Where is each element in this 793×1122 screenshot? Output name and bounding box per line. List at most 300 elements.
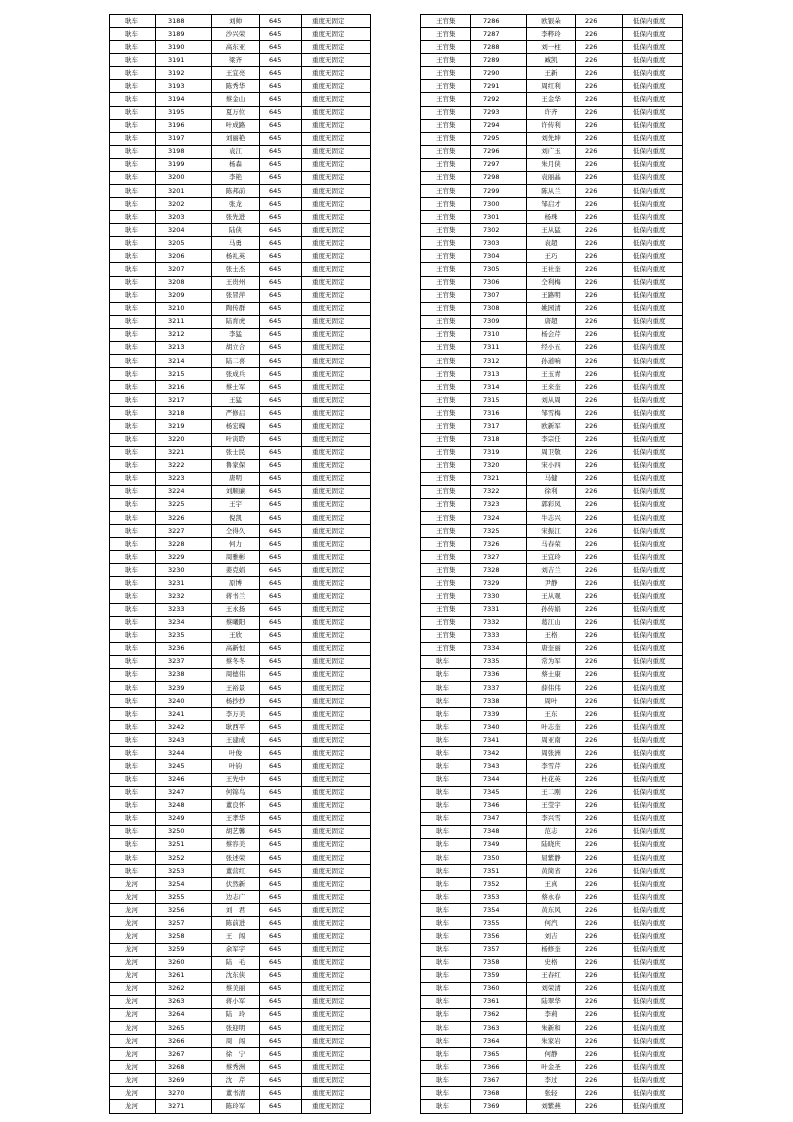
- number-cell: 3199: [156, 158, 212, 171]
- number-cell: 7314: [471, 381, 527, 394]
- category-cell: 低保内重度: [623, 28, 683, 41]
- amount-cell: 645: [260, 747, 302, 760]
- area-cell: 王官集: [421, 525, 471, 538]
- number-cell: 7341: [471, 734, 527, 747]
- number-cell: 3258: [156, 930, 212, 943]
- category-cell: 重度无固定: [302, 132, 371, 145]
- category-cell: 低保内重度: [623, 67, 683, 80]
- table-row: [110, 485, 371, 498]
- name-cell: 陆 毛: [212, 956, 260, 969]
- name-cell: 蔡冬冬: [212, 655, 260, 668]
- amount-cell: 645: [260, 708, 302, 721]
- number-cell: 7296: [471, 145, 527, 158]
- amount-cell: 645: [260, 577, 302, 590]
- amount-cell: 226: [576, 904, 623, 917]
- amount-cell: 226: [576, 1061, 623, 1074]
- number-cell: 3211: [156, 315, 212, 328]
- table-row: [110, 54, 371, 67]
- name-cell: 王新: [527, 67, 576, 80]
- table-row: [421, 603, 683, 616]
- category-cell: 重度无固定: [302, 485, 371, 498]
- area-cell: 耿车: [110, 198, 156, 211]
- number-cell: 3217: [156, 394, 212, 407]
- area-cell: 耿车: [110, 355, 156, 368]
- amount-cell: 645: [260, 681, 302, 694]
- category-cell: 重度无固定: [302, 1100, 371, 1113]
- name-cell: 王孝华: [212, 812, 260, 825]
- category-cell: 低保内重度: [623, 668, 683, 681]
- category-cell: 低保内重度: [623, 368, 683, 381]
- category-cell: 重度无固定: [302, 41, 371, 54]
- name-cell: 陆晓庆: [527, 838, 576, 851]
- name-cell: 孙道响: [527, 355, 576, 368]
- name-cell: 张冒萍: [212, 289, 260, 302]
- name-cell: 沈 芹: [212, 1074, 260, 1087]
- name-cell: 王 闯: [212, 930, 260, 943]
- name-cell: 常为军: [527, 655, 576, 668]
- name-cell: 刘吉: [527, 930, 576, 943]
- table-row: [110, 773, 371, 786]
- table-row: [110, 852, 371, 865]
- number-cell: 7293: [471, 106, 527, 119]
- amount-cell: 645: [260, 799, 302, 812]
- number-cell: 3234: [156, 616, 212, 629]
- table-row: [110, 263, 371, 276]
- name-cell: 唐明: [212, 472, 260, 485]
- table-row: [421, 407, 683, 420]
- amount-cell: 645: [260, 54, 302, 67]
- table-row: [421, 852, 683, 865]
- number-cell: 7306: [471, 276, 527, 289]
- name-cell: 李莉: [527, 1008, 576, 1021]
- amount-cell: 645: [260, 407, 302, 420]
- name-cell: 王玉青: [527, 368, 576, 381]
- name-cell: 刘顺廉: [212, 485, 260, 498]
- name-cell: 边志广: [212, 891, 260, 904]
- category-cell: 重度无固定: [302, 878, 371, 891]
- table-row: [421, 708, 683, 721]
- table-row: [110, 80, 371, 93]
- number-cell: 7334: [471, 642, 527, 655]
- category-cell: 低保内重度: [623, 185, 683, 198]
- table-row: [421, 263, 683, 276]
- area-cell: 耿车: [421, 1074, 471, 1087]
- number-cell: 3191: [156, 54, 212, 67]
- name-cell: 王巧: [527, 250, 576, 263]
- number-cell: 3246: [156, 773, 212, 786]
- amount-cell: 645: [260, 982, 302, 995]
- area-cell: 王官集: [421, 276, 471, 289]
- name-cell: 李过: [527, 1074, 576, 1087]
- number-cell: 3188: [156, 15, 212, 28]
- name-cell: 朱家岩: [527, 1035, 576, 1048]
- category-cell: 重度无固定: [302, 995, 371, 1008]
- area-cell: 王官集: [421, 368, 471, 381]
- table-row: [421, 145, 683, 158]
- category-cell: 低保内重度: [623, 825, 683, 838]
- category-cell: 低保内重度: [623, 276, 683, 289]
- name-cell: 蔡曦阳: [212, 616, 260, 629]
- area-cell: 耿车: [110, 28, 156, 41]
- table-row: [421, 891, 683, 904]
- number-cell: 3198: [156, 145, 212, 158]
- area-cell: 耿车: [110, 171, 156, 184]
- name-cell: 王金华: [527, 93, 576, 106]
- table-row: [110, 603, 371, 616]
- category-cell: 低保内重度: [623, 15, 683, 28]
- amount-cell: 645: [260, 498, 302, 511]
- category-cell: 低保内重度: [623, 54, 683, 67]
- table-row: [421, 904, 683, 917]
- amount-cell: 226: [576, 28, 623, 41]
- amount-cell: 645: [260, 852, 302, 865]
- number-cell: 7331: [471, 603, 527, 616]
- area-cell: 耿车: [421, 865, 471, 878]
- table-row: [110, 525, 371, 538]
- amount-cell: 226: [576, 538, 623, 551]
- name-cell: 刘一柱: [527, 41, 576, 54]
- category-cell: 重度无固定: [302, 852, 371, 865]
- number-cell: 7340: [471, 721, 527, 734]
- category-cell: 重度无固定: [302, 119, 371, 132]
- category-cell: 低保内重度: [623, 969, 683, 982]
- number-cell: 7291: [471, 80, 527, 93]
- number-cell: 3233: [156, 603, 212, 616]
- area-cell: 耿车: [110, 747, 156, 760]
- category-cell: 低保内重度: [623, 995, 683, 1008]
- name-cell: 李雪芹: [527, 760, 576, 773]
- area-cell: 王官集: [421, 629, 471, 642]
- area-cell: 耿车: [110, 341, 156, 354]
- category-cell: 重度无固定: [302, 54, 371, 67]
- table-row: [421, 538, 683, 551]
- table-row: [110, 917, 371, 930]
- category-cell: 低保内重度: [623, 211, 683, 224]
- amount-cell: 645: [260, 28, 302, 41]
- number-cell: 7295: [471, 132, 527, 145]
- name-cell: 陈从兰: [527, 185, 576, 198]
- area-cell: 王官集: [421, 198, 471, 211]
- table-row: [421, 15, 683, 28]
- amount-cell: 226: [576, 407, 623, 420]
- category-cell: 重度无固定: [302, 1048, 371, 1061]
- name-cell: 刘广玉: [527, 145, 576, 158]
- amount-cell: 226: [576, 695, 623, 708]
- table-row: [110, 237, 371, 250]
- name-cell: 胡立合: [212, 341, 260, 354]
- number-cell: 7350: [471, 852, 527, 865]
- table-row: [421, 655, 683, 668]
- name-cell: 孙传娟: [527, 603, 576, 616]
- area-cell: 王官集: [421, 158, 471, 171]
- name-cell: 王宇: [212, 498, 260, 511]
- area-cell: 耿车: [110, 394, 156, 407]
- category-cell: 重度无固定: [302, 865, 371, 878]
- name-cell: 陆翠华: [527, 995, 576, 1008]
- number-cell: 3262: [156, 982, 212, 995]
- category-cell: 重度无固定: [302, 708, 371, 721]
- table-row: [421, 865, 683, 878]
- area-cell: 耿车: [110, 551, 156, 564]
- number-cell: 3269: [156, 1074, 212, 1087]
- table-row: [110, 1061, 371, 1074]
- name-cell: 黄简省: [527, 865, 576, 878]
- table-row: [421, 28, 683, 41]
- number-cell: 7352: [471, 878, 527, 891]
- area-cell: 耿车: [421, 747, 471, 760]
- category-cell: 低保内重度: [623, 472, 683, 485]
- category-cell: 低保内重度: [623, 564, 683, 577]
- amount-cell: 226: [576, 956, 623, 969]
- area-cell: 耿车: [110, 145, 156, 158]
- amount-cell: 226: [576, 185, 623, 198]
- name-cell: 杨会芹: [527, 328, 576, 341]
- area-cell: 耿车: [110, 681, 156, 694]
- table-row: [110, 132, 371, 145]
- category-cell: 重度无固定: [302, 420, 371, 433]
- table-row: [110, 433, 371, 446]
- category-cell: 重度无固定: [302, 982, 371, 995]
- area-cell: 耿车: [110, 760, 156, 773]
- name-cell: 邹雪梅: [527, 407, 576, 420]
- number-cell: 7339: [471, 708, 527, 721]
- area-cell: 耿车: [421, 799, 471, 812]
- amount-cell: 226: [576, 655, 623, 668]
- amount-cell: 226: [576, 433, 623, 446]
- table-row: [421, 171, 683, 184]
- amount-cell: 226: [576, 145, 623, 158]
- table-row: [110, 590, 371, 603]
- area-cell: 耿车: [110, 721, 156, 734]
- table-row: [421, 681, 683, 694]
- table-row: [110, 407, 371, 420]
- name-cell: 何静: [527, 1048, 576, 1061]
- amount-cell: 226: [576, 799, 623, 812]
- category-cell: 重度无固定: [302, 525, 371, 538]
- table-row: [421, 511, 683, 524]
- category-cell: 重度无固定: [302, 642, 371, 655]
- table-row: [421, 446, 683, 459]
- name-cell: 张龙: [212, 198, 260, 211]
- name-cell: 王格: [527, 629, 576, 642]
- area-cell: 王官集: [421, 119, 471, 132]
- amount-cell: 645: [260, 773, 302, 786]
- area-cell: 王官集: [421, 185, 471, 198]
- amount-cell: 645: [260, 838, 302, 851]
- area-cell: 耿车: [110, 564, 156, 577]
- number-cell: 3197: [156, 132, 212, 145]
- amount-cell: 645: [260, 865, 302, 878]
- category-cell: 重度无固定: [302, 1087, 371, 1100]
- number-cell: 7310: [471, 328, 527, 341]
- area-cell: 王官集: [421, 54, 471, 67]
- amount-cell: 645: [260, 302, 302, 315]
- name-cell: 张迎明: [212, 1022, 260, 1035]
- number-cell: 7359: [471, 969, 527, 982]
- table-row: [110, 1008, 371, 1021]
- number-cell: 7344: [471, 773, 527, 786]
- category-cell: 低保内重度: [623, 93, 683, 106]
- table-row: [110, 289, 371, 302]
- area-cell: 王官集: [421, 328, 471, 341]
- table-row: [110, 538, 371, 551]
- number-cell: 3256: [156, 904, 212, 917]
- area-cell: 耿车: [110, 865, 156, 878]
- number-cell: 3238: [156, 668, 212, 681]
- category-cell: 重度无固定: [302, 891, 371, 904]
- amount-cell: 645: [260, 328, 302, 341]
- category-cell: 低保内重度: [623, 655, 683, 668]
- table-row: [110, 381, 371, 394]
- area-cell: 耿车: [110, 289, 156, 302]
- area-cell: 王官集: [421, 289, 471, 302]
- number-cell: 3271: [156, 1100, 212, 1113]
- category-cell: 低保内重度: [623, 198, 683, 211]
- number-cell: 3200: [156, 171, 212, 184]
- table-row: [110, 459, 371, 472]
- number-cell: 3214: [156, 355, 212, 368]
- amount-cell: 226: [576, 577, 623, 590]
- amount-cell: 645: [260, 812, 302, 825]
- area-cell: 耿车: [421, 1008, 471, 1021]
- number-cell: 7297: [471, 158, 527, 171]
- number-cell: 3261: [156, 969, 212, 982]
- name-cell: 蔡容美: [212, 838, 260, 851]
- name-cell: 耿西平: [212, 721, 260, 734]
- table-row: [421, 773, 683, 786]
- amount-cell: 645: [260, 538, 302, 551]
- table-row: [421, 995, 683, 1008]
- table-row: [421, 590, 683, 603]
- category-cell: 重度无固定: [302, 812, 371, 825]
- category-cell: 低保内重度: [623, 1008, 683, 1021]
- category-cell: 低保内重度: [623, 498, 683, 511]
- table-row: [110, 28, 371, 41]
- area-cell: 王官集: [421, 171, 471, 184]
- name-cell: 徐利: [527, 485, 576, 498]
- name-cell: 尹静: [527, 577, 576, 590]
- number-cell: 7337: [471, 681, 527, 694]
- area-cell: 耿车: [110, 577, 156, 590]
- number-cell: 3212: [156, 328, 212, 341]
- table-row: [421, 629, 683, 642]
- name-cell: 王宜亮: [212, 67, 260, 80]
- area-cell: 耿车: [110, 158, 156, 171]
- category-cell: 重度无固定: [302, 211, 371, 224]
- name-cell: 陆侠: [212, 224, 260, 237]
- number-cell: 3267: [156, 1048, 212, 1061]
- name-cell: 刘荣清: [527, 982, 576, 995]
- name-cell: 叶金圣: [527, 1061, 576, 1074]
- area-cell: 耿车: [421, 721, 471, 734]
- number-cell: 7365: [471, 1048, 527, 1061]
- number-cell: 7315: [471, 394, 527, 407]
- area-cell: 耿车: [421, 708, 471, 721]
- name-cell: 倪凯: [212, 511, 260, 524]
- table-row: [421, 198, 683, 211]
- area-cell: 王官集: [421, 355, 471, 368]
- name-cell: 薛伟伟: [527, 681, 576, 694]
- name-cell: 欧新军: [527, 420, 576, 433]
- area-cell: 耿车: [110, 433, 156, 446]
- table-row: [110, 145, 371, 158]
- amount-cell: 226: [576, 459, 623, 472]
- category-cell: 重度无固定: [302, 838, 371, 851]
- name-cell: 张士民: [212, 446, 260, 459]
- name-cell: 杨珠: [527, 211, 576, 224]
- number-cell: 7330: [471, 590, 527, 603]
- number-cell: 7354: [471, 904, 527, 917]
- table-row: [110, 1074, 371, 1087]
- area-cell: 耿车: [110, 407, 156, 420]
- name-cell: 刘帅: [212, 15, 260, 28]
- category-cell: 重度无固定: [302, 433, 371, 446]
- area-cell: 龙河: [110, 1022, 156, 1035]
- number-cell: 7327: [471, 551, 527, 564]
- area-cell: 王官集: [421, 446, 471, 459]
- area-cell: 龙河: [110, 878, 156, 891]
- area-cell: 王官集: [421, 145, 471, 158]
- table-row: [110, 799, 371, 812]
- table-row: [421, 1035, 683, 1048]
- area-cell: 耿车: [421, 904, 471, 917]
- category-cell: 重度无固定: [302, 355, 371, 368]
- name-cell: 袁丽晶: [527, 171, 576, 184]
- table-row: [110, 355, 371, 368]
- area-cell: 耿车: [110, 838, 156, 851]
- number-cell: 7322: [471, 485, 527, 498]
- category-cell: 低保内重度: [623, 878, 683, 891]
- number-cell: 3195: [156, 106, 212, 119]
- table-row: [110, 511, 371, 524]
- table-row: [110, 865, 371, 878]
- area-cell: 王官集: [421, 616, 471, 629]
- table-row: [421, 119, 683, 132]
- number-cell: 3205: [156, 237, 212, 250]
- name-cell: 屈紫静: [527, 852, 576, 865]
- table-row: [421, 328, 683, 341]
- amount-cell: 645: [260, 734, 302, 747]
- category-cell: 低保内重度: [623, 145, 683, 158]
- name-cell: 刘 君: [212, 904, 260, 917]
- name-cell: 张轻: [527, 1087, 576, 1100]
- number-cell: 3223: [156, 472, 212, 485]
- name-cell: 仝得久: [212, 525, 260, 538]
- number-cell: 3189: [156, 28, 212, 41]
- name-cell: 董营红: [212, 865, 260, 878]
- name-cell: 李粹玲: [527, 28, 576, 41]
- number-cell: 3263: [156, 995, 212, 1008]
- name-cell: 周叶: [527, 695, 576, 708]
- table-row: [421, 1022, 683, 1035]
- amount-cell: 226: [576, 982, 623, 995]
- amount-cell: 226: [576, 995, 623, 1008]
- number-cell: 3239: [156, 681, 212, 694]
- name-cell: 沈东侠: [212, 969, 260, 982]
- area-cell: 耿车: [421, 786, 471, 799]
- number-cell: 3213: [156, 341, 212, 354]
- name-cell: 严修启: [212, 407, 260, 420]
- table-row: [110, 760, 371, 773]
- category-cell: 重度无固定: [302, 747, 371, 760]
- table-row: [421, 315, 683, 328]
- amount-cell: 226: [576, 760, 623, 773]
- table-row: [421, 812, 683, 825]
- area-cell: 耿车: [110, 590, 156, 603]
- table-row: [110, 982, 371, 995]
- number-cell: 7366: [471, 1061, 527, 1074]
- category-cell: 重度无固定: [302, 315, 371, 328]
